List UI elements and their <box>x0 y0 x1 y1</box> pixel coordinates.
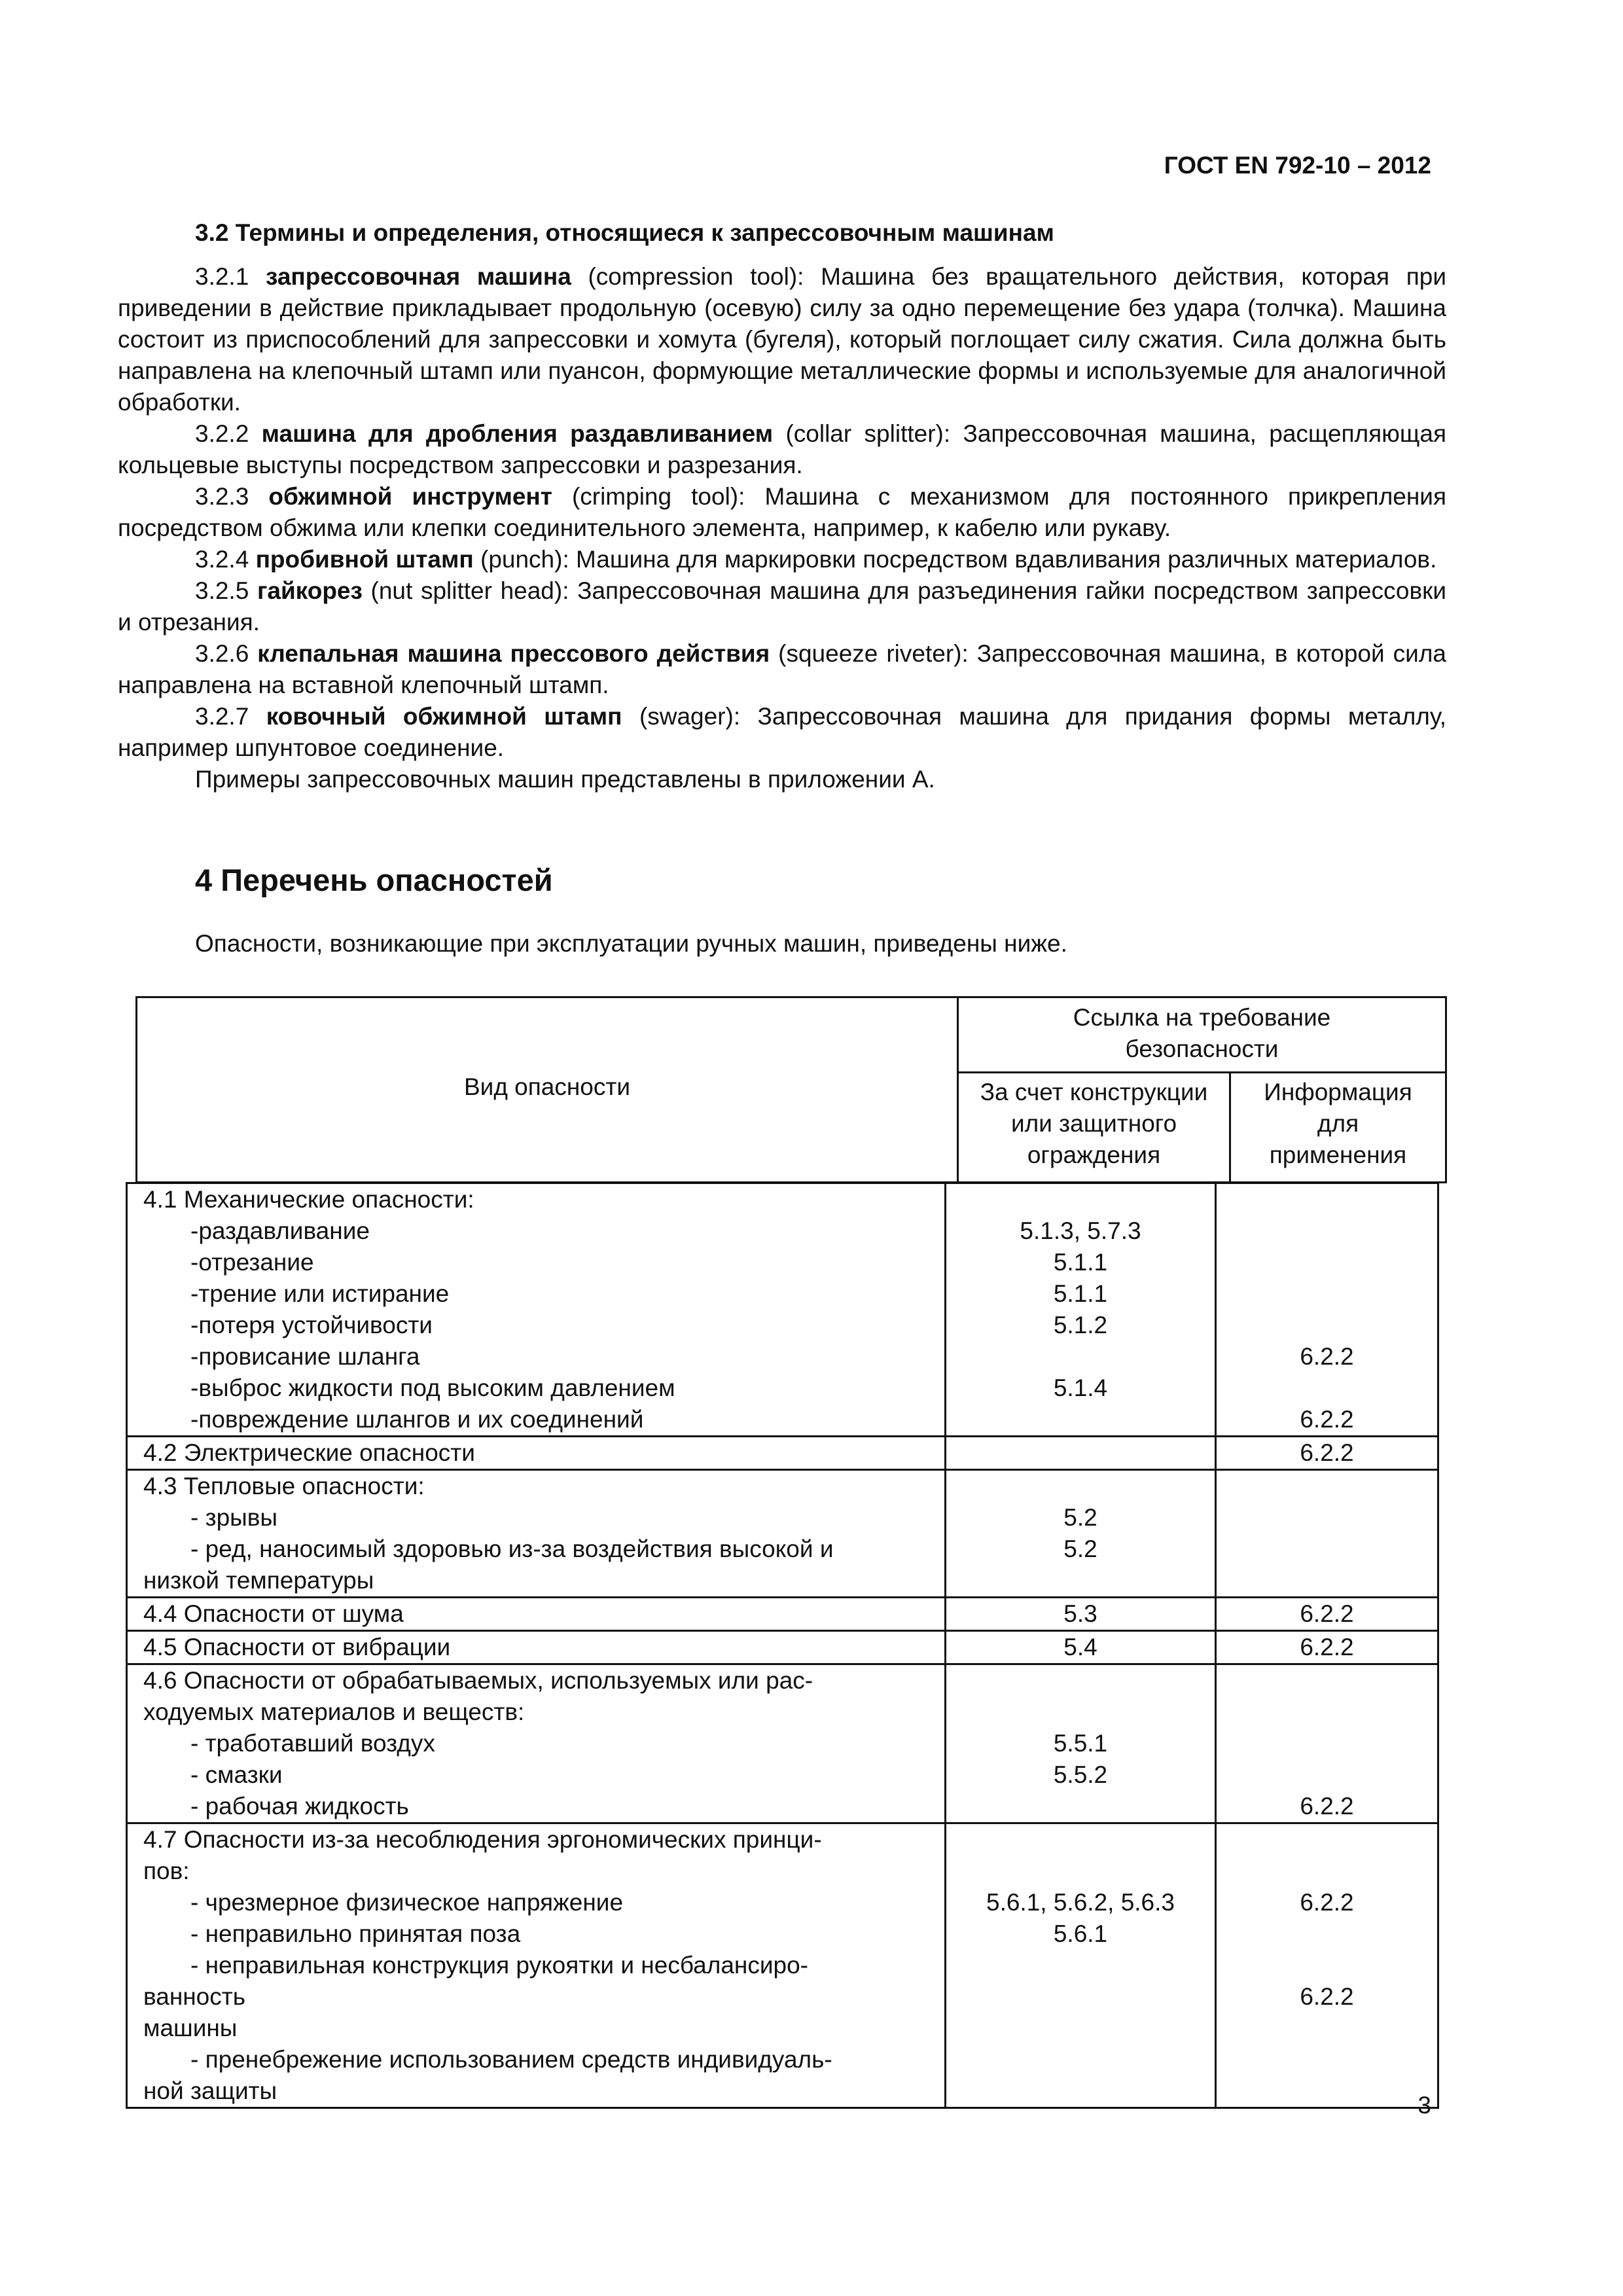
info-ref-cell <box>1216 1664 1438 1823</box>
info-ref-cell <box>1216 1183 1438 1437</box>
term-3-2-1 <box>118 261 1446 418</box>
reference-value <box>946 1341 1215 1372</box>
reference-value: 6.2.2 <box>1300 1889 1354 1916</box>
reference-value <box>946 1950 1215 1981</box>
reference-value <box>946 1471 1215 1502</box>
term-number: 3.2.7 <box>195 703 266 730</box>
hazard-cell <box>127 1664 946 1823</box>
hazard-line: 4.5 Опасности от вибрации <box>143 1634 451 1660</box>
table-row <box>127 1631 1438 1664</box>
reference-value <box>946 2013 1215 2044</box>
hazard-line: - неправильная конструкция рукоятки и несбалансиро- <box>190 1952 808 1979</box>
reference-value: 6.2.2 <box>1300 1983 1354 2010</box>
terms-list <box>118 261 1446 795</box>
reference-value <box>946 1665 1215 1696</box>
reference-value <box>1217 1247 1437 1278</box>
design-ref-cell <box>946 1823 1216 2108</box>
reference-value <box>1217 1471 1437 1502</box>
hazard-line: - пренебрежение использованием средств индивидуаль- <box>190 2046 832 2073</box>
reference-value <box>1217 1696 1437 1728</box>
term-name: пробивной штамп <box>255 546 474 573</box>
reference-value: 5.1.3, 5.7.3 <box>1020 1217 1141 1244</box>
reference-value: 5.4 <box>1063 1634 1097 1660</box>
term-name: клепальная машина прессового действия <box>257 640 770 667</box>
design-ref-cell <box>946 1437 1216 1470</box>
hazard-line: 4.4 Опасности от шума <box>143 1600 404 1627</box>
reference-value <box>946 1696 1215 1728</box>
reference-value <box>1217 1215 1437 1247</box>
term-definition: (punch): Машина для маркировки посредством вдавливания различных материалов. <box>473 546 1437 573</box>
term-name: ковочный обжимной штамп <box>266 703 622 730</box>
hazard-line: - чрезмерное физическое напряжение <box>190 1889 624 1916</box>
term-number: 3.2.1 <box>195 263 266 290</box>
reference-value: 5.6.1 <box>1053 1920 1108 1947</box>
reference-value <box>946 1981 1215 2013</box>
hazard-line: 4.6 Опасности от обрабатываемых, используемых или рас- <box>143 1667 813 1694</box>
term-name: запрессовочная машина <box>265 263 571 290</box>
reference-value <box>946 1404 1215 1435</box>
reference-value: 6.2.2 <box>1300 1634 1354 1660</box>
info-ref-cell <box>1216 1823 1438 2108</box>
reference-value <box>946 1437 1215 1469</box>
reference-value <box>1217 2044 1437 2075</box>
reference-value: 5.1.1 <box>1053 1249 1108 1276</box>
term-name: гайкорез <box>257 577 363 604</box>
hazard-line: ной защиты <box>143 2077 277 2104</box>
reference-value: 5.5.2 <box>1053 1761 1108 1788</box>
table-row <box>127 1470 1438 1598</box>
reference-value <box>1217 1278 1437 1310</box>
reference-value <box>1217 1950 1437 1981</box>
reference-value: 5.1.4 <box>1053 1374 1108 1401</box>
design-ref-cell <box>946 1470 1216 1598</box>
hazard-cell <box>127 1598 946 1631</box>
hazard-cell <box>127 1470 946 1598</box>
reference-value <box>946 2075 1215 2107</box>
reference-value <box>1217 1918 1437 1950</box>
hazard-cell <box>127 1437 946 1470</box>
document-number: ГОСТ EN 792-10 – 2012 <box>1164 152 1431 179</box>
column-header-design: За счет конструкции или защитного ограждения <box>980 1079 1208 1168</box>
hazard-table <box>126 1182 1439 2109</box>
reference-value: 6.2.2 <box>1300 1406 1354 1433</box>
hazard-line: -отрезание <box>190 1249 314 1276</box>
term-definition: (compression tool): Машина без вращательного действия, которая при приведении в действие прикладывает продольную (осевую) силу за одно перемещение без удара (толчка). Машина состоит из приспособлений для запрессовки и хомута (бугеля), который поглощает силу сжатия. Сила должна быть направлена на клепочный штамп или пуансон, формующие металлические формы и используемые для аналогичной обработки. <box>118 263 1446 416</box>
reference-value: 5.3 <box>1063 1600 1097 1627</box>
term-3-2-5 <box>118 575 1446 638</box>
section-4-intro: Опасности, возникающие при эксплуатации ручных машин, приведены ниже. <box>195 930 1067 957</box>
column-header-hazard: Вид опасности <box>463 1073 631 1100</box>
column-header-info: Информация для применения <box>1264 1079 1412 1168</box>
reference-value: 6.2.2 <box>1300 1439 1354 1466</box>
hazard-line: -провисание шланга <box>190 1343 420 1370</box>
table-row <box>127 1437 1438 1470</box>
hazard-line: 4.2 Электрические опасности <box>143 1439 475 1466</box>
info-ref-cell <box>1216 1631 1438 1664</box>
design-ref-cell <box>946 1664 1216 1823</box>
hazard-line: ходуемых материалов и веществ: <box>143 1698 525 1725</box>
reference-value <box>1217 2013 1437 2044</box>
term-definition: (squeeze riveter): Запрессовочная машина, в которой сила направлена на вставной клепочный штамп. <box>118 640 1446 698</box>
reference-value <box>946 2044 1215 2075</box>
hazard-line: машины <box>143 2015 238 2041</box>
term-name: машина для дробления раздавливанием <box>261 420 774 447</box>
hazard-line: - тработавший воздух <box>190 1730 435 1757</box>
hazard-line: -выброс жидкости под высоким давлением <box>190 1374 675 1401</box>
table-row <box>127 1598 1438 1631</box>
header-divider <box>957 1071 1445 1073</box>
term-definition: (crimping tool): Машина с механизмом для постоянного прикрепления посредством обжима или клепки соединительного элемента, например, к кабелю или рукаву. <box>118 483 1447 541</box>
hazard-line: ванность <box>143 1983 245 2010</box>
page-number: 3 <box>1418 2092 1431 2119</box>
info-ref-cell <box>1216 1598 1438 1631</box>
reference-value: 5.6.1, 5.6.2, 5.6.3 <box>986 1889 1175 1916</box>
hazard-cell <box>127 1823 946 2108</box>
reference-value <box>1217 1502 1437 1534</box>
term-definition: (swager): Запрессовочная машина для придания формы металлу, например шпунтовое соединение. <box>118 703 1446 761</box>
reference-value <box>1217 1184 1437 1215</box>
table-row <box>127 1823 1438 2108</box>
reference-value <box>1217 1759 1437 1791</box>
reference-value <box>1217 2075 1437 2107</box>
design-ref-cell <box>946 1598 1216 1631</box>
reference-value <box>1217 1824 1437 1856</box>
info-ref-cell <box>1216 1437 1438 1470</box>
term-3-2-3 <box>118 481 1446 544</box>
hazard-line: -трение или истирание <box>190 1280 450 1307</box>
term-name: обжимной инструмент <box>268 483 552 510</box>
reference-value: 6.2.2 <box>1300 1600 1354 1627</box>
hazard-line: - смазки <box>190 1761 283 1788</box>
info-ref-cell <box>1216 1470 1438 1598</box>
hazard-line: 4.3 Тепловые опасности: <box>143 1473 425 1499</box>
hazard-line: -повреждение шлангов и их соединений <box>190 1406 644 1433</box>
hazard-line: - неправильно принятая поза <box>190 1920 521 1947</box>
section-3-2-title: 3.2 Термины и определения, относящиеся к запрессовочным машинам <box>195 219 1054 246</box>
reference-value <box>1217 1728 1437 1759</box>
reference-value <box>946 1791 1215 1822</box>
hazard-line: - рабочая жидкость <box>190 1793 409 1820</box>
term-number: 3.2.3 <box>195 483 269 510</box>
table-header <box>135 996 1447 1183</box>
term-definition: (collar splitter): Запрессовочная машина, расщепляющая кольцевые выступы посредством запрессовки и разрезания. <box>118 420 1446 478</box>
reference-value: 5.1.1 <box>1053 1280 1108 1307</box>
reference-value <box>1217 1372 1437 1404</box>
term-3-2-6 <box>118 638 1446 701</box>
hazard-cell <box>127 1631 946 1664</box>
reference-value: 6.2.2 <box>1300 1343 1354 1370</box>
reference-value <box>946 1824 1215 1856</box>
reference-value <box>1217 1856 1437 1887</box>
hazard-line: пов: <box>143 1857 190 1884</box>
reference-value <box>1217 1665 1437 1696</box>
reference-value: 5.2 <box>1063 1535 1097 1562</box>
hazard-cell <box>127 1183 946 1437</box>
reference-value <box>1217 1534 1437 1565</box>
section-4-title: 4 Перечень опасностей <box>195 863 553 897</box>
hazard-line: -потеря устойчивости <box>190 1312 433 1338</box>
design-ref-cell <box>946 1631 1216 1664</box>
reference-value: 5.5.1 <box>1053 1730 1108 1757</box>
hazard-line: 4.7 Опасности из-за несоблюдения эргономических принци- <box>143 1826 822 1853</box>
term-definition: (nut splitter head): Запрессовочная машина для разъединения гайки посредством запрессовки и отрезания. <box>118 577 1446 636</box>
reference-value <box>946 1856 1215 1887</box>
reference-value: 6.2.2 <box>1300 1793 1354 1820</box>
term-number: 3.2.4 <box>195 546 256 573</box>
hazard-line: низкой температуры <box>143 1567 374 1594</box>
column-header-reference: Ссылка на требование безопасности <box>1073 1004 1331 1062</box>
term-number: 3.2.6 <box>195 640 258 667</box>
reference-value <box>946 1565 1215 1596</box>
hazard-line: 4.1 Механические опасности: <box>143 1186 474 1213</box>
examples-note: Примеры запрессовочных машин представлены в приложении А. <box>195 766 935 793</box>
hazard-line: -раздавливание <box>190 1217 370 1244</box>
hazard-line: - зрывы <box>190 1504 277 1531</box>
term-3-2-4 <box>118 544 1446 575</box>
table-row <box>127 1664 1438 1823</box>
table-row <box>127 1183 1438 1437</box>
hazard-line: - ред, наносимый здоровью из-за воздействия высокой и <box>190 1535 834 1562</box>
reference-value <box>1217 1565 1437 1596</box>
design-ref-cell <box>946 1183 1216 1437</box>
reference-value <box>946 1184 1215 1215</box>
reference-value: 5.2 <box>1063 1504 1097 1531</box>
term-number: 3.2.5 <box>195 577 257 604</box>
reference-value <box>1217 1310 1437 1341</box>
term-number: 3.2.2 <box>195 420 262 447</box>
reference-value: 5.1.2 <box>1053 1312 1108 1338</box>
term-3-2-2 <box>118 418 1446 481</box>
term-3-2-7 <box>118 701 1446 764</box>
